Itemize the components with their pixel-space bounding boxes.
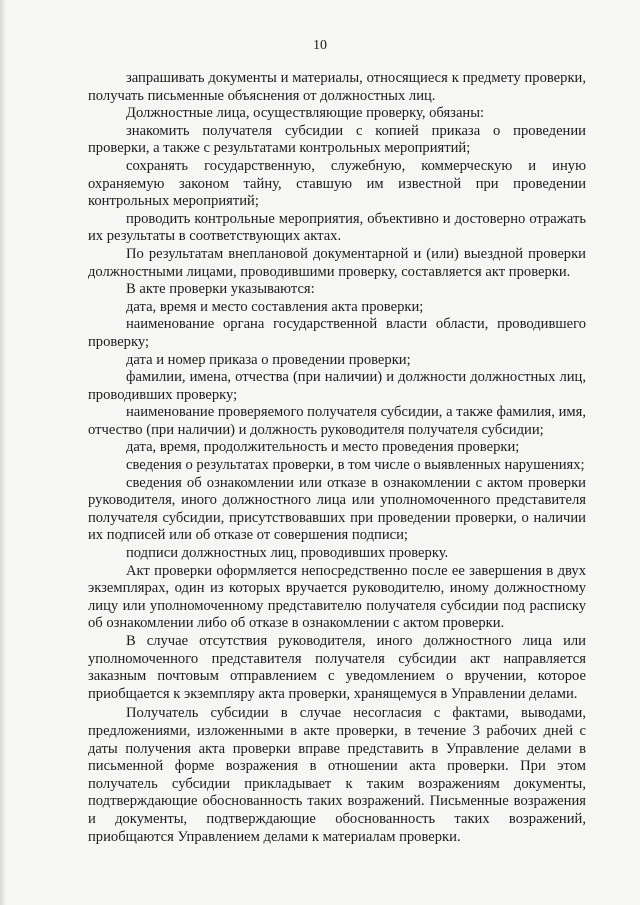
paragraph-13: дата, время, продолжительность и место проведения проверки; <box>126 439 520 456</box>
paragraph-4: сохранять государственную, служебную, коммерческую и иную охраняемую законом тайну, ставшую им известной при проведении контрольных мероприятий; <box>88 157 586 210</box>
paragraph-1: запрашивать документы и материалы, относящиеся к предмету проверки, получать письменные объяснения от должностных лиц. <box>88 70 586 104</box>
page-number: 10 <box>313 38 327 53</box>
paragraph-10: дата и номер приказа о проведении проверки; <box>126 351 411 368</box>
paragraph-7: В акте проверки указываются: <box>126 281 315 298</box>
paragraph-6: По результатам внеплановой документарной и (или) выездной проверки должностными лицами, проводившими проверку, составляется акт проверки. <box>88 245 586 280</box>
paragraph-17: Акт проверки оформляется непосредственно после ее завершения в двух экземплярах, один из которых вручается руководителю, иному должностному лицу или уполномоченному представителю получателя субсидии под расписку об ознакомлении либо об отказе в ознакомлении с актом проверки. <box>88 562 586 632</box>
paragraph-14: сведения о результатах проверки, в том числе о выявленных нарушениях; <box>126 457 585 474</box>
paragraph-15: сведения об ознакомлении или отказе в ознакомлении с актом проверки руководителя, иного должностного лица или уполномоченного представителя получателя субсидии, присутствовавших при проведении проверки, о наличии их подписей или об отказе от совершения подписи; <box>88 474 586 544</box>
paragraph-19: Получатель субсидии в случае несогласия с фактами, выводами, предложениями, изложенными в акте проверки, в течение 3 рабочих дней с даты получения акта проверки вправе представить в Управление делами в письменной форме возражения в отношении акта проверки. При этом получатель субсидии прикладывает к таким возражениям документы, подтверждающие обоснованность таких возражений. Письменные возражения и документы, подтверждающие обоснованность таких возражений, приобщаются Управлением делами к материалам проверки. <box>88 705 586 845</box>
paragraph-18: В случае отсутствия руководителя, иного должностного лица или уполномоченного представителя получателя субсидии акт направляется заказным почтовым отправлением с уведомлением о вручении, которое приобщается к экземпляру акта проверки, хранящемуся в Управлении делами. <box>88 633 586 702</box>
paragraph-11: фамилии, имена, отчества (при наличии) и должности должностных лиц, проводивших проверку; <box>88 369 586 403</box>
paragraph-8: дата, время и место составления акта проверки; <box>126 298 424 315</box>
paragraph-16: подписи должностных лиц, проводивших проверку. <box>126 545 449 562</box>
paragraph-12: наименование проверяемого получателя субсидии, а также фамилия, имя, отчество (при наличии) и должность руководителя получателя субсидии; <box>88 404 586 438</box>
paragraph-5: проводить контрольные мероприятия, объективно и достоверно отражать их результаты в соответствующих актах. <box>88 210 586 245</box>
paragraph-3: знакомить получателя субсидии с копией приказа о проведении проверки, а также с результатами контрольных мероприятий; <box>88 122 586 157</box>
document-body <box>88 70 586 846</box>
paragraph-2: Должностные лица, осуществляющие проверку, обязаны: <box>126 105 485 122</box>
paragraph-9: наименование органа государственной власти области, проводившего проверку; <box>88 316 586 350</box>
scan-edge-shadow <box>0 0 6 905</box>
